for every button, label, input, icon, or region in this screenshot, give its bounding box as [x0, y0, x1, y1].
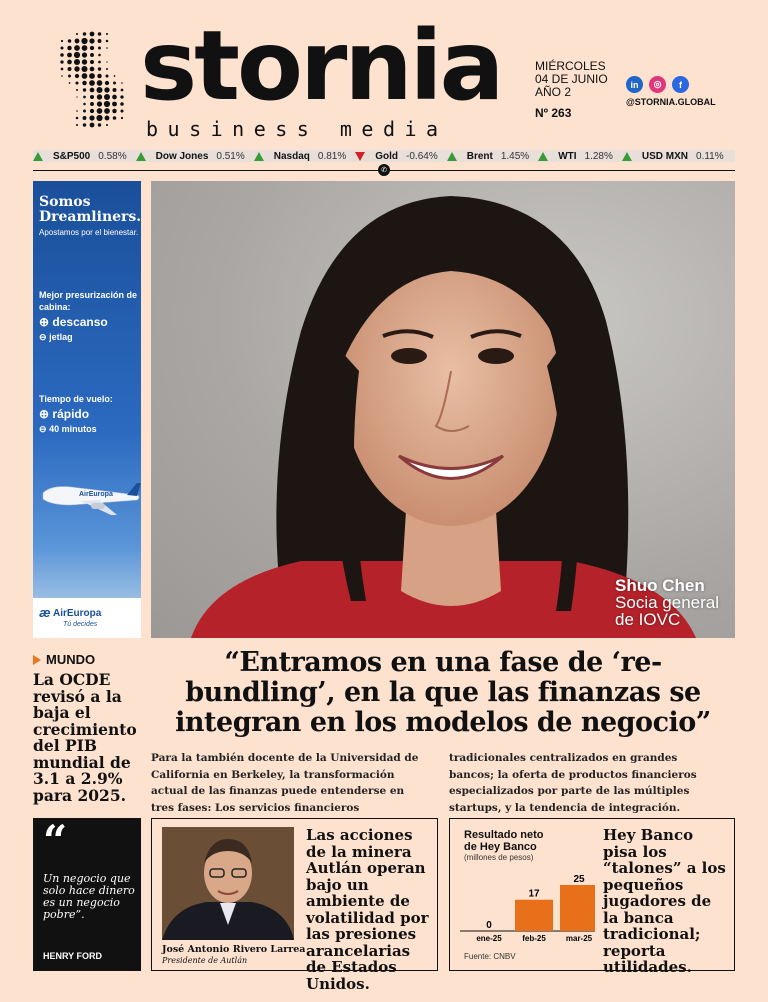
logo-dot: [112, 95, 117, 100]
logo-dot: [75, 39, 80, 44]
issue-number: Nº 263: [535, 106, 572, 120]
heybanco-headline[interactable]: Hey Banco pisa los “talones” a los pequeños jugadores de la banca tradicional; reporta utilidades.: [603, 826, 726, 976]
chart-value-label: 0: [486, 920, 492, 931]
logo-dot: [96, 115, 102, 121]
logo-dot: [105, 81, 109, 85]
cover-photo: [151, 181, 735, 638]
chart-value-label: 17: [528, 888, 540, 900]
logo-dot: [106, 61, 107, 62]
play-arrow-icon: [33, 655, 41, 665]
ticker-name: Nasdaq: [273, 150, 310, 162]
logo-dot: [104, 101, 110, 107]
instagram-icon[interactable]: ◎: [649, 76, 666, 93]
logo-dot: [67, 46, 71, 50]
up-arrow-icon: [622, 152, 632, 161]
logo-dot: [97, 108, 103, 114]
logo-dot: [113, 116, 117, 120]
logo-dot: [106, 124, 108, 126]
logo-dot: [98, 32, 101, 35]
chart-category-label: feb-25: [522, 934, 546, 943]
autlan-story[interactable]: [151, 818, 438, 993]
logo-dot: [113, 82, 116, 85]
heybanco-bar-chart: [460, 859, 595, 951]
logo-dot: [112, 109, 116, 113]
issue-date: 04 DE JUNIO: [535, 72, 608, 86]
logo-dot: [82, 45, 88, 51]
quote-box: [33, 818, 141, 971]
autlan-portrait: [162, 827, 294, 940]
ad-block1-plus: descanso: [52, 315, 108, 329]
autlan-person-name: José Antonio Rivero Larrea: [162, 944, 306, 955]
ticker-change: 1.45%: [500, 150, 530, 162]
ticker-name: Brent: [466, 150, 493, 162]
logo-dot: [68, 75, 71, 78]
logo-dot: [90, 32, 95, 37]
cover-role-line2: de IOVC: [615, 610, 681, 629]
logo-dot: [83, 96, 86, 99]
chart-subtitle: (millones de pesos): [464, 853, 534, 862]
logo-dot: [60, 46, 63, 49]
main-body-col1: Para la también docente de la Universidad de California en Berkeley, la transformación actual de las finanzas puede entenderse en tres fases: Los servicios financieros: [151, 752, 419, 814]
cover-caption: [615, 577, 719, 628]
up-arrow-icon: [447, 152, 457, 161]
logo-dot: [75, 81, 78, 84]
ticker-change: 0.11%: [696, 150, 724, 162]
autlan-headline[interactable]: Las acciones de la minera Autlán operan bajo un ambiente de volatilidad por las presiones arancelarias de Estados Unidos.: [306, 826, 429, 993]
logo-dot: [121, 117, 123, 119]
logo-dot: [90, 60, 94, 64]
ticker-name: S&P500: [53, 150, 91, 162]
logo-dot: [69, 82, 71, 84]
brand-name: stornia: [140, 10, 502, 122]
stornia-logo-icon: [58, 30, 126, 130]
issue-day: MIÉRCOLES: [535, 59, 606, 73]
logo-dot: [89, 38, 94, 43]
ad-slogan: Tú decides: [63, 621, 98, 628]
logo-dot: [106, 33, 108, 35]
brand-tagline: business media: [146, 117, 448, 141]
logo-dot: [90, 88, 95, 93]
section-label-text: MUNDO: [46, 652, 96, 667]
ticker-change: -0.64%: [406, 150, 438, 162]
chart-category-label: ene-25: [476, 934, 502, 943]
logo-dot: [90, 109, 94, 113]
quote-text: Un negocio que solo hace dinero es un negocio pobre”.: [43, 872, 135, 921]
logo-dot: [112, 102, 117, 107]
phone-icon: ✆: [378, 164, 390, 176]
logo-dot: [75, 74, 79, 78]
logo-dot: [98, 61, 101, 64]
logo-dot: [83, 123, 86, 126]
cover-role-line1: Socia general: [615, 593, 719, 612]
quote-mark-icon: “: [43, 816, 68, 865]
ticker-name: USD MXN: [641, 150, 689, 162]
logo-dot: [82, 81, 86, 85]
logo-dot: [76, 33, 78, 35]
logo-dot: [105, 74, 108, 77]
plus-icon: ⊕: [39, 407, 50, 421]
logo-dot: [83, 116, 87, 120]
ad-headline: Somos Dreamliners.: [39, 194, 141, 225]
logo-dot: [67, 53, 72, 58]
logo-dot: [98, 123, 101, 126]
logo-dot: [106, 47, 108, 49]
logo-dot: [67, 67, 71, 71]
ticker-item: [355, 151, 437, 162]
ticker-change: 0.58%: [98, 150, 127, 162]
airplane-icon: [41, 479, 141, 521]
logo-dot: [82, 52, 87, 57]
logo-dot: [97, 80, 103, 86]
ad-block2-title: Tiempo de vuelo:: [39, 394, 113, 404]
logo-dot: [67, 60, 72, 65]
cover-person-name: Shuo Chen: [615, 576, 705, 595]
logo-dot: [98, 39, 102, 43]
ticker-name: Gold: [375, 150, 399, 162]
logo-dot: [90, 102, 94, 106]
logo-dot: [81, 38, 87, 44]
issue-year: AÑO 2: [535, 85, 572, 99]
minus-icon: ⊖: [39, 332, 47, 342]
ticker-change: 0.51%: [216, 150, 245, 162]
portrait-illustration: [151, 181, 735, 638]
section-label-world: [33, 652, 95, 667]
logo-dot: [76, 124, 78, 126]
air-europa-ad[interactable]: [33, 181, 141, 638]
logo-dot: [82, 73, 88, 79]
main-body-col2: tradicionales centralizados en grandes bancos; la oferta de productos financieros especializados por parte de las múltiples startups, y la tendencia de integración.: [449, 752, 697, 814]
chart-value-label: 25: [573, 874, 585, 885]
ad-block1-title: Mejor presurización de cabina:: [39, 290, 138, 312]
logo-dot: [104, 94, 110, 100]
logo-dot: [114, 75, 116, 77]
logo-dot: [61, 40, 63, 42]
logo-dot: [81, 66, 87, 72]
logo-dot: [61, 68, 64, 71]
ad-block-cabin: [39, 289, 139, 343]
logo-dot: [121, 82, 123, 84]
logo-dot: [76, 89, 78, 91]
logo-dot: [90, 95, 94, 99]
logo-dot: [121, 89, 124, 92]
logo-dot: [74, 66, 79, 71]
logo-dot: [76, 117, 79, 120]
logo-dot: [120, 95, 123, 98]
logo-dot: [60, 60, 63, 63]
logo-dot: [97, 94, 102, 99]
linkedin-icon[interactable]: in: [626, 76, 643, 93]
ad-footer: [33, 598, 141, 638]
logo-dot: [74, 59, 80, 65]
logo-dot: [90, 123, 95, 128]
ad-block1-minus: jetlag: [49, 332, 73, 342]
down-arrow-icon: [355, 152, 365, 161]
ticker-item: [33, 151, 127, 162]
ticker-item: [622, 151, 724, 162]
logo-dot: [90, 53, 94, 57]
logo-dot: [68, 39, 72, 43]
ad-block2-plus: rápido: [52, 407, 90, 421]
facebook-icon[interactable]: f: [672, 76, 689, 93]
main-headline[interactable]: “Entramos en una fase de ‘re-bundling’, en la que las finanzas se integran en los modelos de negocio”: [175, 647, 711, 738]
logo-dot: [104, 87, 109, 92]
chart-bar: [515, 900, 553, 931]
logo-dot: [98, 67, 101, 70]
logo-dot: [76, 96, 77, 97]
logo-dot: [106, 68, 108, 70]
chart-title: [464, 829, 543, 853]
logo-dot: [83, 103, 86, 106]
logo-dot: [98, 54, 101, 57]
ticker-item: [538, 151, 613, 162]
ad-subtitle: Apostamos por el bienestar.: [39, 228, 139, 237]
logo-dot: [89, 115, 94, 120]
logo-dot: [83, 32, 86, 35]
logo-dot: [61, 75, 63, 77]
chart-category-label: mar-25: [565, 934, 593, 943]
social-handle[interactable]: @STORNIA.GLOBAL: [626, 97, 716, 107]
logo-dot: [120, 102, 124, 106]
issue-info: [535, 60, 608, 120]
ad-block-flight: [39, 393, 139, 435]
chart-title-line1: Resultado neto: [464, 829, 544, 841]
logo-dot: [106, 40, 109, 43]
ticker-name: WTI: [558, 150, 577, 162]
market-ticker: [33, 150, 735, 162]
air-europa-logo-icon: æ: [39, 605, 51, 620]
logo-dot: [76, 110, 78, 112]
ticker-change: 0.81%: [317, 150, 347, 162]
ticker-item: [136, 151, 245, 162]
logo-dot: [104, 108, 110, 114]
up-arrow-icon: [538, 152, 548, 161]
world-headline[interactable]: La OCDE revisó a la baja el crecimiento del PIB mundial de 3.1 a 2.9% para 2025.: [33, 670, 137, 805]
ticker-item: [254, 151, 346, 162]
logo-dot: [120, 109, 123, 112]
plane-livery-text: AirEuropa: [79, 491, 113, 498]
chart-title-line2: de Hey Banco: [464, 841, 537, 853]
autlan-portrait-illustration: [162, 827, 294, 940]
logo-dot: [83, 88, 86, 91]
quote-author: HENRY FORD: [43, 951, 103, 961]
up-arrow-icon: [136, 152, 146, 161]
plus-icon: ⊕: [39, 315, 50, 329]
logo-dot: [96, 87, 102, 93]
ticker-name: Dow Jones: [155, 150, 209, 162]
logo-dot: [112, 88, 116, 92]
logo-dot: [97, 74, 101, 78]
ticker-change: 1.28%: [584, 150, 613, 162]
ticker-item: [447, 151, 529, 162]
autlan-person-role: Presidente de Autlán: [162, 956, 248, 965]
logo-dot: [90, 67, 95, 72]
up-arrow-icon: [254, 152, 264, 161]
heybanco-story[interactable]: [449, 818, 735, 976]
chart-source: Fuente: CNBV: [464, 952, 516, 961]
minus-icon: ⊖: [39, 424, 47, 434]
logo-dot: [82, 59, 87, 64]
logo-dot: [98, 47, 101, 50]
logo-dot: [97, 101, 102, 106]
ad-block2-minus: 40 minutos: [49, 424, 97, 434]
ad-brand: AirEuropa: [53, 608, 102, 619]
up-arrow-icon: [33, 152, 43, 161]
logo-dot: [83, 110, 86, 113]
logo-dot: [89, 73, 95, 79]
chart-bar: [560, 885, 595, 931]
logo-dot: [89, 80, 95, 86]
logo-dot: [90, 46, 94, 50]
logo-dot: [74, 52, 80, 58]
social-links: [626, 76, 689, 93]
logo-dot: [105, 116, 110, 121]
logo-dot: [60, 53, 64, 57]
logo-dot: [74, 45, 80, 51]
